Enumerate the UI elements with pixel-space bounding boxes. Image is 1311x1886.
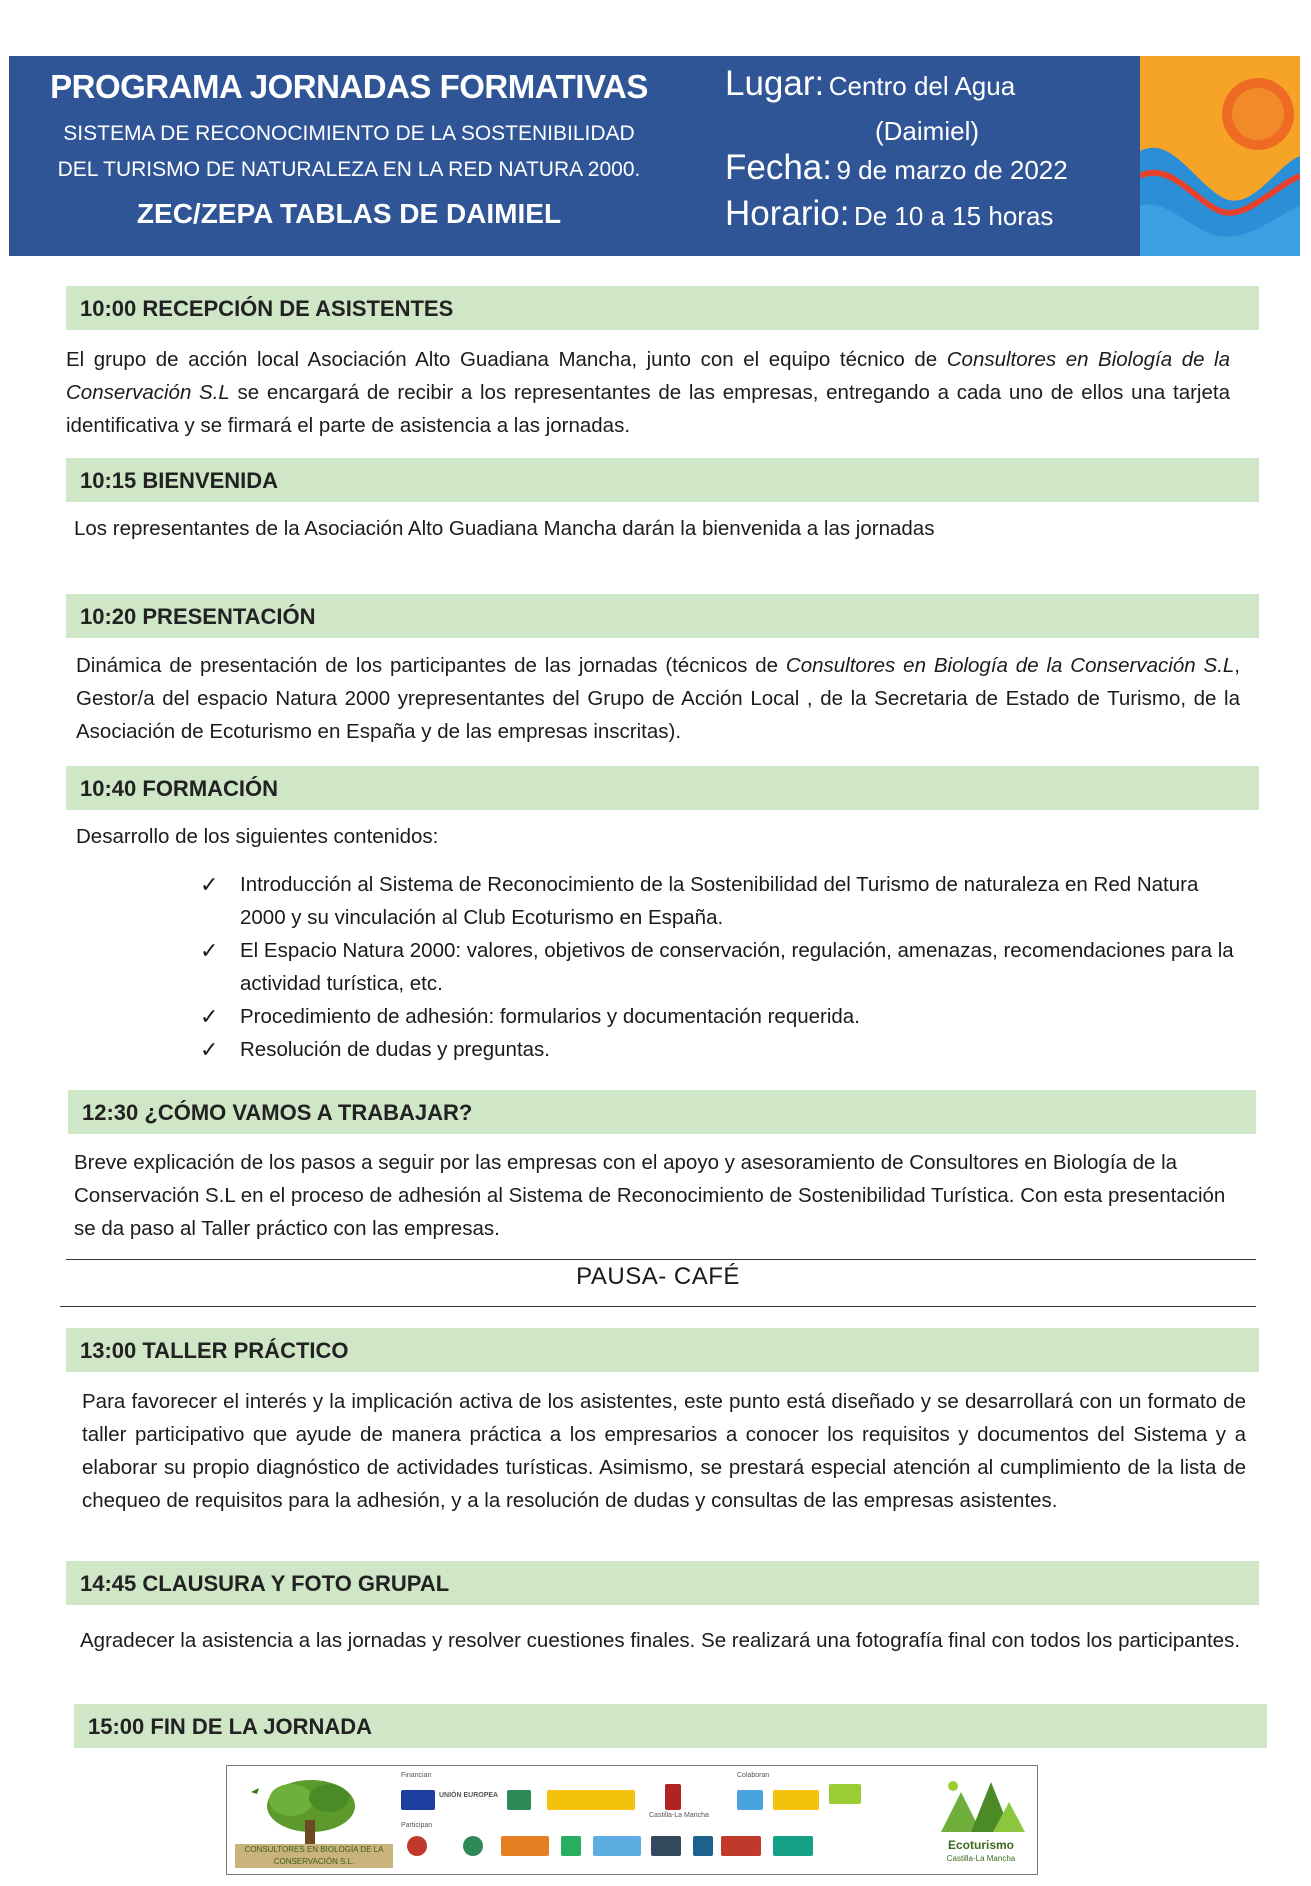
- eco-house-icon: [931, 1772, 1031, 1836]
- header-title-block: [9, 56, 709, 256]
- section-text-presentacion: [76, 649, 1240, 748]
- check-icon: ✓: [200, 872, 219, 897]
- check-list-item: [200, 934, 1240, 1000]
- fecha-value: 9 de marzo de 2022: [836, 155, 1068, 185]
- lugar-value-2: (Daimiel): [875, 116, 979, 146]
- lugar-row: [725, 64, 1015, 104]
- section-heading-clausura: 14:45 CLAUSURA Y FOTO GRUPAL: [66, 1561, 1259, 1605]
- program-subtitle-line1: SISTEMA DE RECONOCIMIENTO DE LA SOSTENIBILIDAD: [63, 122, 635, 145]
- section-heading-taller: 13:00 TALLER PRÁCTICO: [66, 1328, 1259, 1372]
- check-item-text: Procedimiento de adhesión: formularios y documentación requerida.: [240, 1005, 860, 1028]
- check-icon: ✓: [200, 938, 219, 963]
- eu-flag-icon: [401, 1790, 435, 1810]
- check-item-text: El Espacio Natura 2000: valores, objetivos de conservación, regulación, amenazas, recomendaciones para la actividad turística, etc.: [240, 939, 1234, 995]
- program-subtitle-line2: DEL TURISMO DE NATURALEZA EN LA RED NATURA 2000.: [57, 158, 641, 181]
- event-details: [725, 56, 1135, 256]
- section-text-taller: Para favorecer el interés y la implicación activa de los asistentes, este punto está diseñado y se desarrollará con un formato de taller participativo que ayude de manera práctica a los empresarios a conocer los requisitos y documentos del Sistema y a elaborar su propio diagnóstico de actividades turísticas. Asimismo, se prestará especial atención al cumplimiento de la lista de chequeo de requisitos para la adhesión, y a la resolución de dudas y consultas de las empresas asistentes.: [82, 1390, 1246, 1512]
- financian-label: Financian: [401, 1772, 432, 1779]
- horario-label: Horario:: [725, 194, 850, 233]
- horario-row: [725, 194, 1053, 234]
- recepcion-text-italic: Consultores en Biología de la Conservación S.L: [66, 348, 1231, 404]
- presentacion-text-italic: Consultores en Biología de la Conservación S.L: [785, 654, 1235, 677]
- ecoturismo-castilla-logo: [931, 1772, 1031, 1868]
- recepcion-text-a: El grupo de acción local Asociación Alto Guadiana Mancha, junto con el equipo técnico de: [66, 348, 947, 371]
- section-text-clausura: Agradecer la asistencia a las jornadas y resolver cuestiones finales. Se realizará una fotografía final con todos los participantes.: [80, 1629, 1241, 1652]
- section-text-como-trabajar: Breve explicación de los pasos a seguir por las empresas con el apoyo y asesoramiento de Consultores en Biología de la Conservación S.L en el proceso de adhesión al Sistema de Reconocimiento de Sostenibilidad Turística. Con esta presentación se da paso al Taller práctico con las empresas.: [74, 1151, 1226, 1240]
- fecha-row: [725, 148, 1068, 188]
- lugar-value: Centro del Agua: [828, 71, 1016, 101]
- section-text-bienvenida: Los representantes de la Asociación Alto Guadiana Mancha darán la bienvenida a las jornadas: [74, 517, 935, 540]
- castilla-shield-icon: [665, 1784, 681, 1810]
- sponsor-logos-strip: [226, 1765, 1038, 1875]
- presentacion-text-b: , Gestor/a del espacio Natura 2000 yrepresentantes del Grupo de Acción Local , de la Secretaria de Estado de Turismo, de la Asociación de Ecoturismo en España y de las empresas inscritas).: [76, 654, 1240, 743]
- castilla-label: Castilla-La Mancha: [649, 1812, 709, 1819]
- section-text-recepcion: [66, 343, 1230, 442]
- colaboran-label: Colaboran: [737, 1772, 770, 1779]
- partner-logo-icon: [737, 1790, 763, 1810]
- participant-logo-1-icon: [407, 1836, 427, 1856]
- tree-logo-caption: CONSULTORES EN BIOLOGÍA DE LA CONSERVACIÓN S.L.: [235, 1844, 393, 1868]
- pause-divider-top: [66, 1259, 1256, 1260]
- tree-logo: [233, 1772, 383, 1868]
- section-text-formacion: Desarrollo de los siguientes contenidos:: [76, 825, 439, 848]
- participan-label: Participan: [401, 1822, 433, 1829]
- pause-divider-bottom: [60, 1306, 1256, 1307]
- formacion-checklist: [200, 868, 1240, 1066]
- alto-guadiana-icon: [501, 1836, 549, 1856]
- feader-icon: [507, 1790, 531, 1810]
- funding-logos: [397, 1772, 867, 1868]
- participant-logo-9-icon: [773, 1836, 813, 1856]
- check-item-text: Resolución de dudas y preguntas.: [240, 1038, 550, 1061]
- check-list-item: [200, 1000, 1240, 1033]
- ecotourism-spain-icon: [829, 1784, 861, 1804]
- pause-label: PAUSA- CAFÉ: [576, 1263, 740, 1290]
- eu-label: UNIÓN EUROPEA: [439, 1792, 499, 1799]
- section-heading-formacion: 10:40 FORMACIÓN: [66, 766, 1259, 810]
- section-heading-bienvenida: 10:15 BIENVENIDA: [66, 458, 1259, 502]
- check-icon: ✓: [200, 1037, 219, 1062]
- lugar-label: Lugar:: [725, 64, 825, 103]
- ministry-logo-icon: [773, 1790, 819, 1810]
- check-list-item: [200, 868, 1240, 934]
- section-heading-recepcion: 10:00 RECEPCIÓN DE ASISTENTES: [66, 286, 1259, 330]
- participant-logo-4-icon: [561, 1836, 581, 1856]
- horario-value: De 10 a 15 horas: [853, 201, 1054, 231]
- check-icon: ✓: [200, 1004, 219, 1029]
- presentacion-text-a: Dinámica de presentación de los participantes de las jornadas (técnicos de: [76, 654, 786, 677]
- participant-logo-6-icon: [651, 1836, 681, 1856]
- header-banner: [9, 56, 1300, 256]
- program-title: PROGRAMA JORNADAS FORMATIVAS: [50, 68, 648, 105]
- recepcion-text-b: se encargará de recibir a los representantes de las empresas, entregando a cada uno de ellos una tarjeta identificativa y se firmará el parte de asistencia a las jornadas.: [66, 381, 1230, 437]
- check-list-item: [200, 1033, 1240, 1066]
- participant-logo-7-icon: [693, 1836, 713, 1856]
- program-zone: ZEC/ZEPA TABLAS DE DAIMIEL: [136, 198, 562, 229]
- section-heading-como-trabajar: 12:30 ¿CÓMO VAMOS A TRABAJAR?: [68, 1090, 1256, 1134]
- section-heading-fin: 15:00 FIN DE LA JORNADA: [74, 1704, 1267, 1748]
- section-heading-presentacion: 10:20 PRESENTACIÓN: [66, 594, 1259, 638]
- lugar-value-line2: [875, 116, 979, 147]
- eco-subtitle: Castilla-La Mancha: [946, 1854, 1016, 1863]
- spain-government-icon: [547, 1790, 635, 1810]
- sun-water-logo: [1140, 56, 1300, 256]
- eco-title: Ecoturismo: [947, 1838, 1014, 1852]
- participant-logo-5-icon: [593, 1836, 641, 1856]
- check-item-text: Introducción al Sistema de Reconocimiento de la Sostenibilidad del Turismo de naturaleza en Red Natura 2000 y su vinculación al Club Ecoturismo en España.: [240, 873, 1199, 929]
- fecha-label: Fecha:: [725, 148, 832, 187]
- participant-logo-8-icon: [721, 1836, 761, 1856]
- participant-logo-2-icon: [463, 1836, 483, 1856]
